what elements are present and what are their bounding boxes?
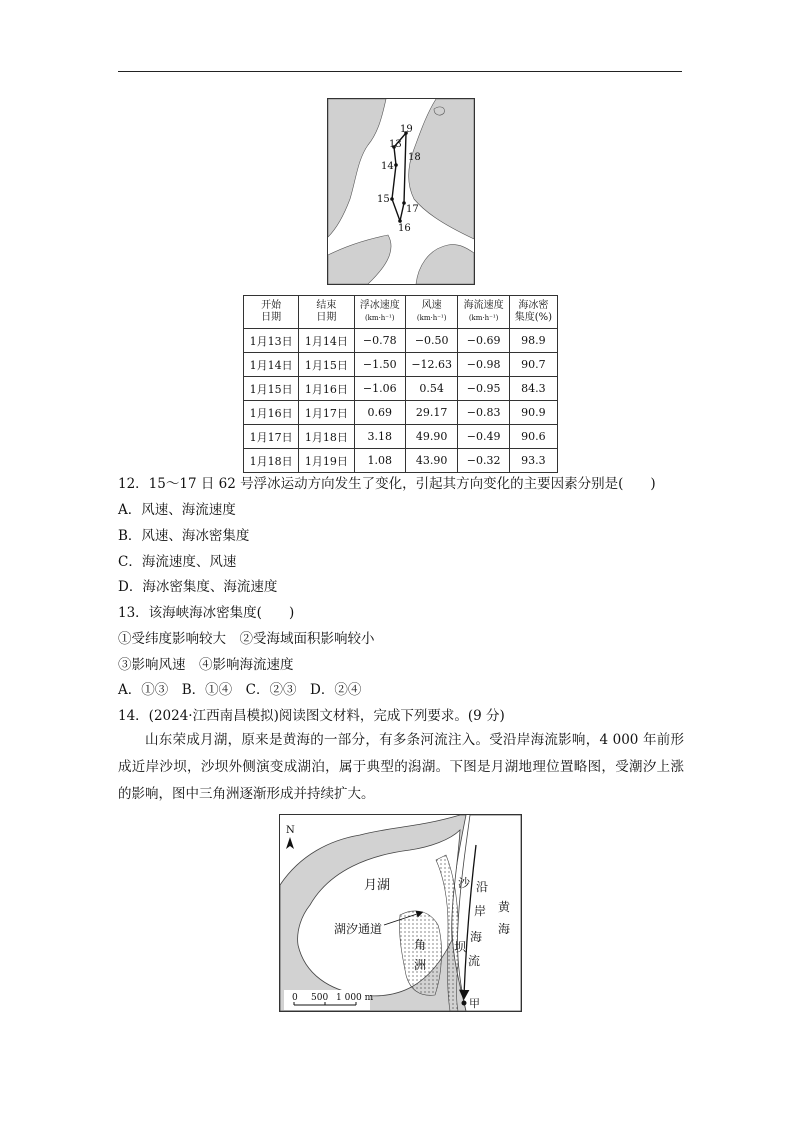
table-row (244, 329, 558, 353)
table-cell: −0.83 (458, 401, 509, 425)
table-cell: 1月13日 (244, 329, 299, 353)
table-cell: 98.9 (509, 329, 557, 353)
q13-stem: 13．该海峡海冰密集度( ) (118, 605, 295, 621)
table-cell: −0.78 (354, 329, 405, 353)
col-header: 浮冰速度 (km·h⁻¹) (354, 296, 405, 329)
scale-label: 1 000 m (336, 993, 374, 1003)
scale-label: 0 (292, 993, 298, 1003)
table-cell: 0.54 (405, 377, 457, 401)
q13-statement-2: ③影响风速 ④影响海流速度 (118, 657, 294, 673)
table-cell: 49.90 (405, 425, 457, 449)
table-cell: 90.6 (509, 425, 557, 449)
north-arrow-icon (286, 837, 294, 849)
table-row (244, 401, 558, 425)
q12-option-b: B．风速、海冰密集度 (118, 528, 250, 544)
q12-option-d: D．海冰密集度、海流速度 (118, 579, 278, 595)
table-cell: 0.69 (354, 401, 405, 425)
col-header: 海流速度 (km·h⁻¹) (458, 296, 509, 329)
table-cell: −0.69 (458, 329, 509, 353)
sea-label: 黄 (498, 900, 511, 914)
table-cell: −0.98 (458, 353, 509, 377)
yuehu-map (279, 814, 522, 1012)
land-west (328, 99, 386, 237)
table-cell: −0.95 (458, 377, 509, 401)
ice-drift-table (243, 295, 558, 473)
table-cell: −1.06 (354, 377, 405, 401)
table-cell: 1月17日 (244, 425, 299, 449)
point-jia-marker (462, 1001, 467, 1006)
table-cell: −12.63 (405, 353, 457, 377)
table-cell: 90.9 (509, 401, 557, 425)
bar-label: 沙 (458, 876, 471, 890)
col-header: 海冰密 集度(%) (509, 296, 557, 329)
point-label: 15 (377, 194, 390, 205)
q13-statement-1: ①受纬度影响较大 ②受海域面积影响较小 (118, 631, 375, 647)
point-label: 18 (408, 152, 421, 163)
current-label: 岸 (474, 904, 487, 918)
table-cell: 1月18日 (244, 449, 299, 473)
point-label: 17 (406, 204, 419, 215)
table-cell: 1月18日 (299, 425, 354, 449)
scale-label: 500 (311, 993, 329, 1003)
q12-option-a: A．风速、海流速度 (118, 502, 236, 518)
point-label: 13 (389, 139, 402, 150)
table-row (244, 353, 558, 377)
bar-label: 坝 (454, 940, 467, 954)
delta-label: 角 (414, 938, 427, 952)
delta-label: 洲 (414, 958, 427, 972)
table-cell: 1月16日 (244, 401, 299, 425)
table-body (244, 329, 558, 473)
table-cell: 1月15日 (299, 353, 354, 377)
table-row (244, 449, 558, 473)
sea (457, 815, 521, 1011)
table-cell: 1.08 (354, 449, 405, 473)
table-row (244, 377, 558, 401)
table-cell: 43.90 (405, 449, 457, 473)
table-cell: −1.50 (354, 353, 405, 377)
table-header-row (244, 296, 558, 329)
lake-label: 月湖 (364, 878, 391, 893)
table-cell: 1月16日 (299, 377, 354, 401)
north-label: N (286, 825, 295, 836)
table-cell: 29.17 (405, 401, 457, 425)
q12-stem: 12．15～17 日 62 号浮冰运动方向发生了变化，引起其方向变化的主要因素分别是( ) (118, 476, 656, 492)
point-label: 19 (400, 124, 413, 135)
land-east (409, 99, 474, 239)
point-jia-label: 甲 (469, 997, 480, 1010)
table-cell: 3.18 (354, 425, 405, 449)
island (434, 107, 444, 115)
col-header: 风速 (km·h⁻¹) (405, 296, 457, 329)
table-cell: 1月15日 (244, 377, 299, 401)
header-rule (118, 71, 682, 72)
table-cell: 90.7 (509, 353, 557, 377)
table-cell: 93.3 (509, 449, 557, 473)
table-cell: 1月14日 (299, 329, 354, 353)
table-cell: −0.50 (405, 329, 457, 353)
current-label: 沿 (476, 880, 489, 894)
table-cell: 1月17日 (299, 401, 354, 425)
land-south-west (328, 235, 391, 284)
sea-label: 海 (498, 922, 511, 936)
strait-map (327, 98, 475, 285)
col-header: 开始 日期 (244, 296, 299, 329)
q13-options: A．①③ B．①④ C．②③ D．②④ (118, 682, 362, 698)
table-row (244, 425, 558, 449)
q14-stem: 14．(2024·江西南昌模拟)阅读图文材料，完成下列要求。(9 分) (118, 708, 505, 724)
current-label: 流 (468, 954, 481, 968)
channel-label: 湖汐通道 (334, 922, 383, 936)
table-cell: −0.49 (458, 425, 509, 449)
q14-material: 山东荣成月湖，原来是黄海的一部分，有多条河流注入。受沿岸海流影响，4 000 年前形成近岸沙坝，沙坝外侧演变成湖泊，属于典型的潟湖。下图是月湖地理位置略图，受潮汐上涨的影响，图中三角洲逐渐形成并持续扩大。 (118, 732, 684, 802)
table-cell: 1月14日 (244, 353, 299, 377)
table-cell: 84.3 (509, 377, 557, 401)
point-label: 14 (381, 161, 394, 172)
col-header: 结束 日期 (299, 296, 354, 329)
table-cell: −0.32 (458, 449, 509, 473)
point-label: 16 (398, 223, 411, 234)
q12-option-c: C．海流速度、风速 (118, 554, 237, 570)
table-cell: 1月19日 (299, 449, 354, 473)
land-south-east (416, 245, 474, 284)
current-label: 海 (470, 930, 483, 944)
